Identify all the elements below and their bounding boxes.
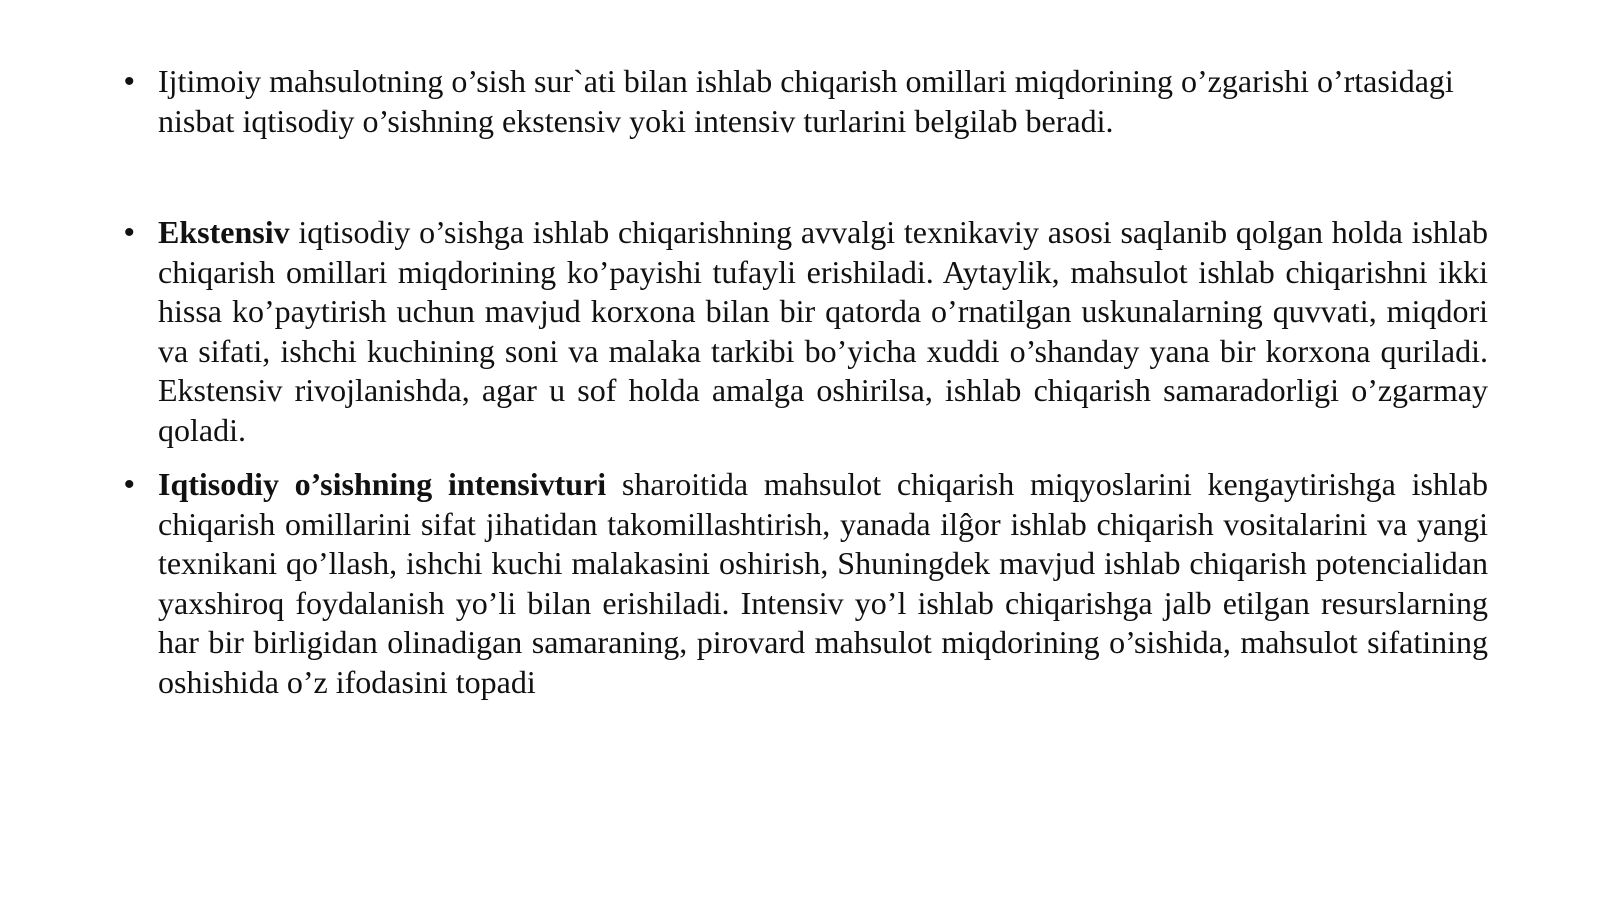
bullet-item-extensive xyxy=(124,213,1488,450)
bullet-text: Ijtimoiy mahsulotning o’sish sur`ati bilan ishlab chiqarish omillari miqdorining o’zgarishi o’rtasidagi nisbat iqtisodiy o’sishning ekstensiv yoki intensiv turlarini belgilab beradi. xyxy=(158,63,1454,139)
bullet-item-intensive xyxy=(124,465,1488,702)
bullet-item-growth-ratio xyxy=(124,62,1488,141)
bullet-icon: • xyxy=(124,65,135,98)
bullet-icon: • xyxy=(124,468,135,501)
bullet-lead-term: Ekstensiv xyxy=(158,214,290,250)
bullet-lead-term: Iqtisodiy o’sishning intensivturi xyxy=(158,466,607,502)
bullet-text: iqtisodiy o’sishga ishlab chiqarishning avvalgi texnikaviy asosi saqlanib qolgan holda ishlab chiqarish omillari miqdorining ko’payishi tufayli erishiladi. Aytaylik, mahsulot ishlab chiqarishni ikki hissa ko’paytirish uchun mavjud korxona bilan bir qatorda o’rnatilgan uskunalarning quvvati, miqdori va sifati, ishchi kuchining soni va malaka tarkibi bo’yicha xuddi o’shanday yana bir korxona quriladi. Ekstensiv rivojlanishda, agar u sof holda amalga oshirilsa, ishlab chiqarish samaradorligi o’zgarmay qoladi. xyxy=(158,214,1488,448)
bullet-list xyxy=(124,62,1488,702)
bullet-text: sharoitida mahsulot chiqarish miqyoslarini kengaytirishga ishlab chiqarish omillarini sifat jihatidan takomillashtirish, yanada ilĝor ishlab chiqarish vositalarini va yangi texnikani qo’llash, ishchi kuchi malakasini oshirish, Shuningdek mavjud ishlab chiqarish potencialidan yaxshiroq foydalanish yo’li bilan erishiladi. Intensiv yo’l ishlab chiqarishga jalb etilgan resurslarning har bir birligidan olinadigan samaraning, pirovard mahsulot miqdorining o’sishida, mahsulot sifatining oshishida o’z ifodasini topadi xyxy=(158,466,1488,700)
bullet-icon: • xyxy=(124,216,135,249)
